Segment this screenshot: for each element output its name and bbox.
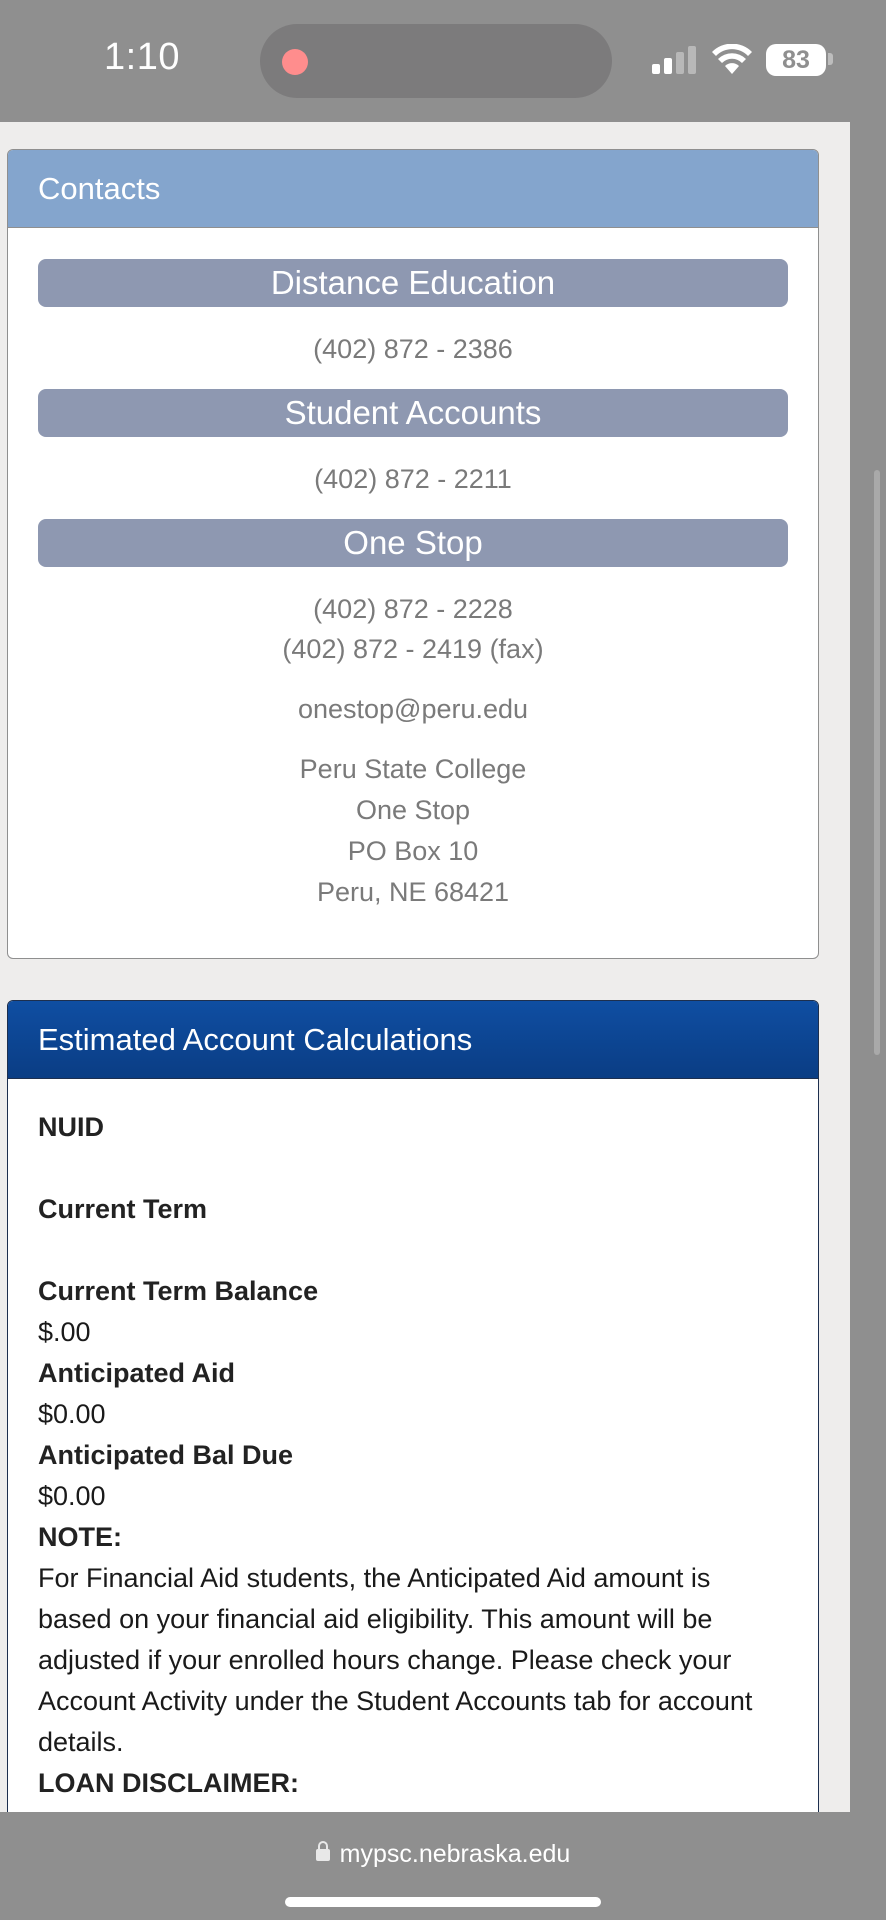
page-gutter	[850, 122, 886, 1812]
anticipated-aid-label: Anticipated Aid	[38, 1358, 236, 1388]
url-display[interactable]	[0, 1840, 886, 1869]
contacts-body	[8, 228, 818, 913]
fax-one-stop: (402) 872 - 2419 (fax)	[282, 634, 544, 664]
home-indicator[interactable]	[285, 1897, 601, 1907]
label-distance-education: Distance Education	[38, 259, 788, 307]
address-line: PO Box 10	[347, 836, 479, 866]
current-term-value	[38, 1230, 788, 1271]
email-one-stop[interactable]: onestop@peru.edu	[297, 694, 529, 724]
anticipated-bal-due-value: $0.00	[38, 1481, 106, 1511]
web-page[interactable]	[0, 122, 850, 1812]
current-term-label: Current Term	[38, 1194, 208, 1224]
note-text: For Financial Aid students, the Anticipated Aid amount is based on your financial aid eligibility. This amount will be adjusted if your enrolled hours change. Please check your Account Activity under the Student Accounts tab for account details.	[38, 1563, 753, 1757]
account-calculations-panel	[7, 1000, 819, 1812]
mailing-address	[38, 749, 788, 913]
lock-icon	[316, 1849, 330, 1861]
signal-icon	[652, 46, 698, 74]
url-text: mypsc.nebraska.edu	[339, 1840, 571, 1868]
phone-distance-education[interactable]: (402) 872 - 2386	[313, 334, 513, 364]
wifi-icon	[712, 44, 752, 76]
account-calculations-body	[8, 1079, 818, 1804]
nuid-value	[38, 1148, 788, 1189]
nuid-label: NUID	[38, 1112, 104, 1142]
phone-one-stop[interactable]: (402) 872 - 2228	[313, 594, 513, 624]
loan-disclaimer-label: LOAN DISCLAIMER:	[38, 1768, 299, 1798]
battery-icon: 83	[766, 44, 826, 76]
label-one-stop: One Stop	[38, 519, 788, 567]
clock: 1:10	[104, 36, 180, 78]
browser-address-bar[interactable]	[0, 1812, 886, 1920]
recording-indicator-icon	[282, 49, 308, 75]
current-term-balance-label: Current Term Balance	[38, 1276, 319, 1306]
anticipated-aid-value: $0.00	[38, 1399, 106, 1429]
phone-student-accounts[interactable]: (402) 872 - 2211	[314, 464, 512, 494]
contacts-panel	[7, 149, 819, 959]
battery-tip	[828, 53, 833, 65]
status-bar	[0, 0, 886, 122]
label-student-accounts: Student Accounts	[38, 389, 788, 437]
current-term-balance-value: $.00	[38, 1317, 91, 1347]
dynamic-island	[260, 24, 612, 98]
address-line: Peru State College	[299, 754, 527, 784]
scrollbar[interactable]	[874, 470, 880, 1055]
contacts-header: Contacts	[8, 150, 818, 228]
account-calculations-header: Estimated Account Calculations	[8, 1001, 818, 1079]
address-line: Peru, NE 68421	[316, 877, 510, 907]
note-label: NOTE:	[38, 1522, 122, 1552]
address-line: One Stop	[355, 795, 471, 825]
anticipated-bal-due-label: Anticipated Bal Due	[38, 1440, 294, 1470]
